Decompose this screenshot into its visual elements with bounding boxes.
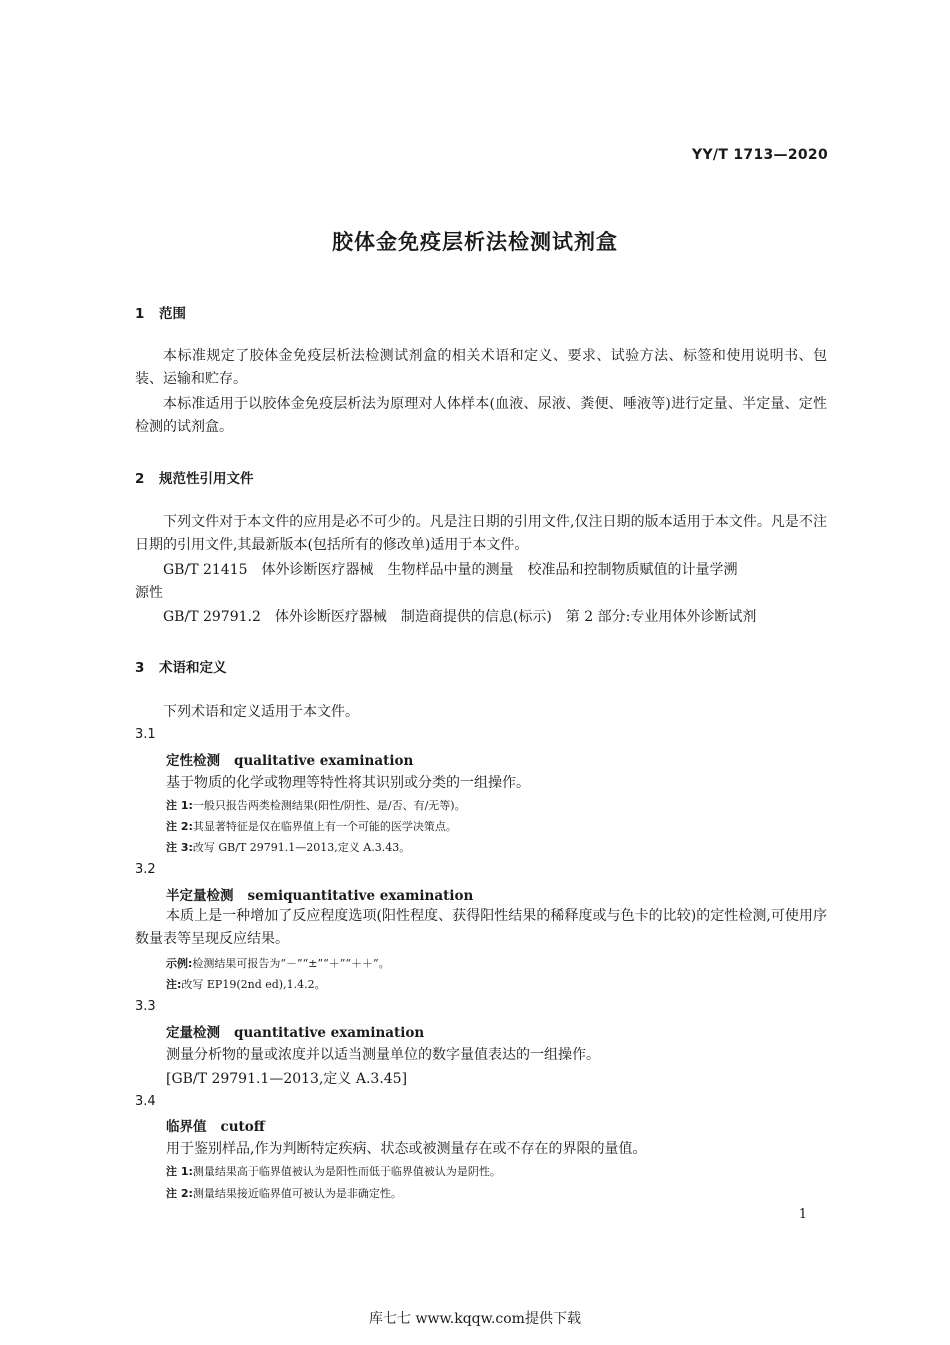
note-label: 注 1: xyxy=(166,1165,193,1178)
term-english: semiquantitative examination xyxy=(247,888,474,904)
paragraph: 本标准适用于以胶体金免疫层析法为原理对人体样本(血液、尿液、粪便、唾液等)进行定量、半定量、定性检测的试剂盒。 xyxy=(135,396,827,435)
term-english: qualitative examination xyxy=(234,753,414,769)
note xyxy=(166,797,466,813)
term-english: cutoff xyxy=(220,1119,265,1135)
clause-number: 3.2 xyxy=(135,862,156,877)
note xyxy=(166,1185,402,1201)
term-english: quantitative examination xyxy=(234,1025,425,1041)
document-title: 胶体金免疫层析法检测试剂盒 xyxy=(332,230,618,254)
term-entry xyxy=(166,1021,424,1041)
term-chinese: 定量检测 xyxy=(166,1025,220,1041)
reference-item: GB/T 29791.2 体外诊断医疗器械 制造商提供的信息(标示) 第 2 部分:专业用体外诊断试剂 xyxy=(163,609,757,625)
term-definition: 测量分析物的量或浓度并以适当测量单位的数字量值表达的一组操作。 xyxy=(166,1047,600,1063)
clause-number: 3.1 xyxy=(135,727,156,742)
paragraph: 下列文件对于本文件的应用是必不可少的。凡是注日期的引用文件,仅注日期的版本适用于本文件。凡是不注日期的引用文件,其最新版本(包括所有的修改单)适用于本文件。 xyxy=(135,514,827,553)
term-definition: 用于鉴别样品,作为判断特定疾病、状态或被测量存在或不存在的界限的量值。 xyxy=(166,1141,647,1157)
example-text: 检测结果可报告为“－”“±”“＋”“＋＋”。 xyxy=(192,957,390,970)
term-entry xyxy=(166,749,413,769)
section-2-heading xyxy=(135,467,254,487)
reference-item-continued: 源性 xyxy=(135,585,163,601)
clause-number: 3.3 xyxy=(135,999,156,1014)
note-text: 改写 EP19(2nd ed),1.4.2。 xyxy=(181,978,326,991)
term-entry xyxy=(166,1115,265,1135)
paragraph: 下列术语和定义适用于本文件。 xyxy=(163,704,359,720)
example xyxy=(166,955,390,971)
download-footer: 库七七 www.kqqw.com提供下载 xyxy=(369,1311,581,1327)
note xyxy=(166,839,410,855)
page-number: 1 xyxy=(798,1207,807,1222)
term-entry xyxy=(166,884,473,904)
term-definition: 本质上是一种增加了反应程度选项(阳性程度、获得阳性结果的稀释度或与色卡的比较)的定性检测,可使用序数量表等呈现反应结果。 xyxy=(135,908,827,947)
section-number: 1 xyxy=(135,306,145,322)
note xyxy=(166,1163,501,1179)
note-label: 注 1: xyxy=(166,799,193,812)
section-number: 2 xyxy=(135,471,145,487)
note-label: 注 3: xyxy=(166,841,193,854)
example-label: 示例: xyxy=(166,957,193,970)
note-text: 一般只报告两类检测结果(阳性/阴性、是/否、有/无等)。 xyxy=(192,799,466,812)
note-label: 注 2: xyxy=(166,820,193,833)
term-chinese: 临界值 xyxy=(166,1119,207,1135)
note-label: 注 2: xyxy=(166,1187,193,1200)
note-text: 测量结果接近临界值可被认为是非确定性。 xyxy=(192,1187,402,1200)
term-source: [GB/T 29791.1—2013,定义 A.3.45] xyxy=(166,1071,408,1087)
section-title: 术语和定义 xyxy=(159,660,227,676)
standard-number: YY/T 1713—2020 xyxy=(692,147,828,163)
section-title: 范围 xyxy=(159,306,186,322)
note-label: 注: xyxy=(166,978,182,991)
note-text: 改写 GB/T 29791.1—2013,定义 A.3.43。 xyxy=(192,841,411,854)
reference-item: GB/T 21415 体外诊断医疗器械 生物样品中量的测量 校准品和控制物质赋值的计量学溯 xyxy=(163,562,738,578)
note xyxy=(166,976,326,992)
section-1-heading xyxy=(135,302,186,322)
section-title: 规范性引用文件 xyxy=(159,471,254,487)
note-text: 其显著特征是仅在临界值上有一个可能的医学决策点。 xyxy=(192,820,457,833)
section-number: 3 xyxy=(135,660,145,676)
paragraph: 本标准规定了胶体金免疫层析法检测试剂盒的相关术语和定义、要求、试验方法、标签和使用说明书、包装、运输和贮存。 xyxy=(135,348,827,387)
note xyxy=(166,818,457,834)
note-text: 测量结果高于临界值被认为是阳性而低于临界值被认为是阴性。 xyxy=(192,1165,501,1178)
clause-number: 3.4 xyxy=(135,1094,156,1109)
section-3-heading xyxy=(135,656,227,676)
term-chinese: 半定量检测 xyxy=(166,888,234,904)
term-definition: 基于物质的化学或物理等特性将其识别或分类的一组操作。 xyxy=(166,775,530,791)
term-chinese: 定性检测 xyxy=(166,753,220,769)
